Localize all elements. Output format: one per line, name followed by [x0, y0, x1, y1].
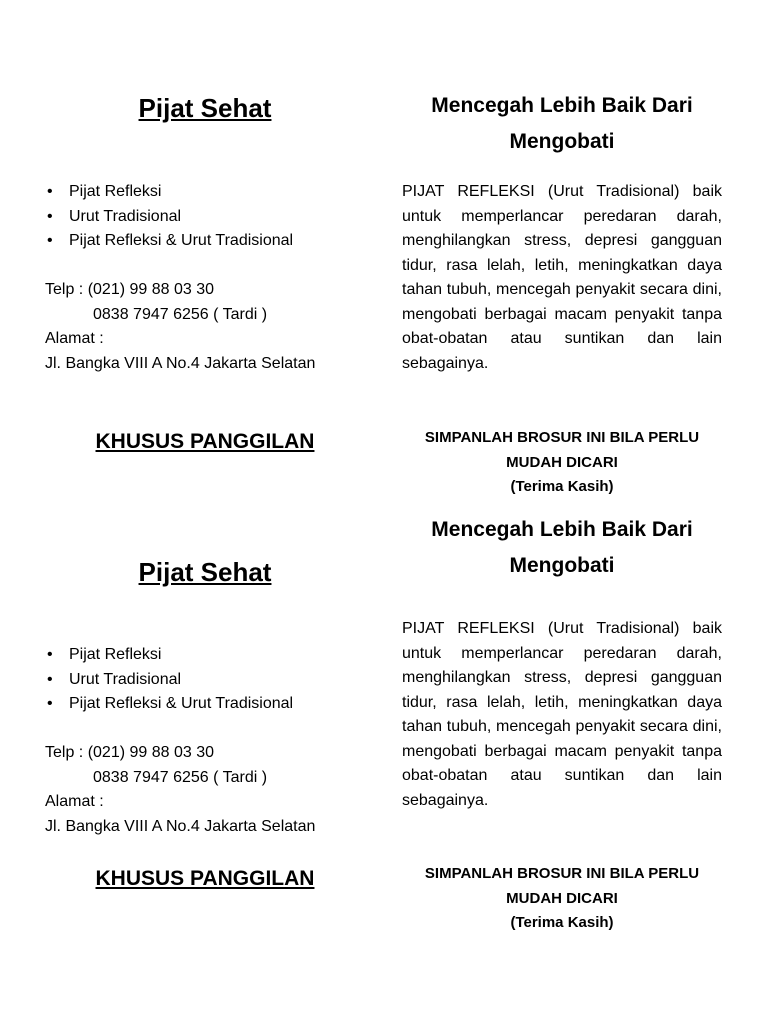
slogan-line-2: Mengobati: [509, 130, 615, 153]
keep-brochure-note: [402, 426, 722, 500]
brochure-left-column: [45, 88, 365, 538]
bullet-icon: •: [47, 646, 53, 663]
service-item: [45, 668, 293, 693]
service-item: [45, 205, 293, 230]
benefits-paragraph: PIJAT REFLEKSI (Urut Tradisional) baik untuk memperlancar peredaran darah, menghilangkan stress, depresi gangguan tidur, rasa lelah, letih, meningkatkan daya tahan tubuh, mencegah penyakit secara dini, mengobati berbagai macam penyakit tanpa obat-obatan atau suntikan dan lain sebagainya.: [402, 620, 722, 809]
keep-note-line-1: SIMPANLAH BROSUR INI BILA PERLU: [424, 429, 700, 446]
bullet-icon: •: [47, 183, 53, 200]
address-line: Jl. Bangka VIII A No.4 Jakarta Selatan: [45, 817, 316, 835]
benefits-paragraph: PIJAT REFLEKSI (Urut Tradisional) baik untuk memperlancar peredaran darah, menghilangkan stress, depresi gangguan tidur, rasa lelah, letih, meningkatkan daya tahan tubuh, mencegah penyakit secara dini, mengobati berbagai macam penyakit tanpa obat-obatan atau suntikan dan lain sebagainya.: [402, 183, 722, 372]
service-label: Urut Tradisional: [69, 670, 182, 688]
brand-title: Pijat Sehat: [138, 557, 272, 587]
service-item: [45, 643, 293, 668]
contact-block: [45, 278, 315, 376]
service-label: Pijat Refleksi & Urut Tradisional: [69, 695, 294, 712]
service-label: Urut Tradisional: [69, 207, 182, 225]
mobile-phone-line: 0838 7947 6256 ( Tardi ): [93, 305, 268, 323]
keep-note-line-1: SIMPANLAH BROSUR INI BILA PERLU: [424, 865, 700, 882]
thank-you: (Terima Kasih): [510, 914, 614, 931]
slogan-line-2: Mengobati: [509, 554, 615, 577]
bullet-icon: •: [47, 695, 53, 712]
bullet-icon: •: [47, 232, 53, 249]
brochure-bottom: [0, 518, 768, 976]
on-call-heading: KHUSUS PANGGILAN: [95, 430, 315, 453]
brochure-top: [0, 88, 768, 538]
services-list: [45, 180, 293, 254]
services-list: [45, 643, 293, 717]
brand-title: Pijat Sehat: [138, 93, 272, 123]
keep-brochure-note: [402, 862, 722, 936]
on-call-heading: KHUSUS PANGGILAN: [95, 867, 315, 890]
service-label: Pijat Refleksi: [69, 183, 162, 200]
brochure-right-column: [402, 88, 722, 538]
bullet-icon: •: [47, 670, 53, 688]
address-label: Alamat :: [45, 793, 104, 810]
address-label: Alamat :: [45, 330, 104, 347]
service-label: Pijat Refleksi & Urut Tradisional: [69, 232, 294, 249]
slogan-title: [402, 88, 722, 160]
service-item: [45, 229, 293, 254]
phone-line: Telp : (021) 99 88 03 30: [45, 744, 215, 761]
slogan-line-1: Mencegah Lebih Baik Dari: [431, 518, 693, 541]
brochure-left-column: [45, 526, 365, 976]
bullet-icon: •: [47, 207, 53, 225]
slogan-line-1: Mencegah Lebih Baik Dari: [431, 94, 693, 117]
keep-note-line-2: MUDAH DICARI: [506, 889, 618, 907]
mobile-phone-line: 0838 7947 6256 ( Tardi ): [93, 768, 268, 786]
keep-note-line-2: MUDAH DICARI: [506, 453, 618, 471]
service-item: [45, 692, 293, 717]
service-label: Pijat Refleksi: [69, 646, 162, 663]
slogan-title: [402, 512, 722, 584]
address-line: Jl. Bangka VIII A No.4 Jakarta Selatan: [45, 354, 316, 372]
brochure-right-column: [402, 518, 722, 976]
contact-block: [45, 741, 315, 839]
phone-line: Telp : (021) 99 88 03 30: [45, 281, 215, 298]
service-item: [45, 180, 293, 205]
thank-you: (Terima Kasih): [510, 478, 614, 495]
